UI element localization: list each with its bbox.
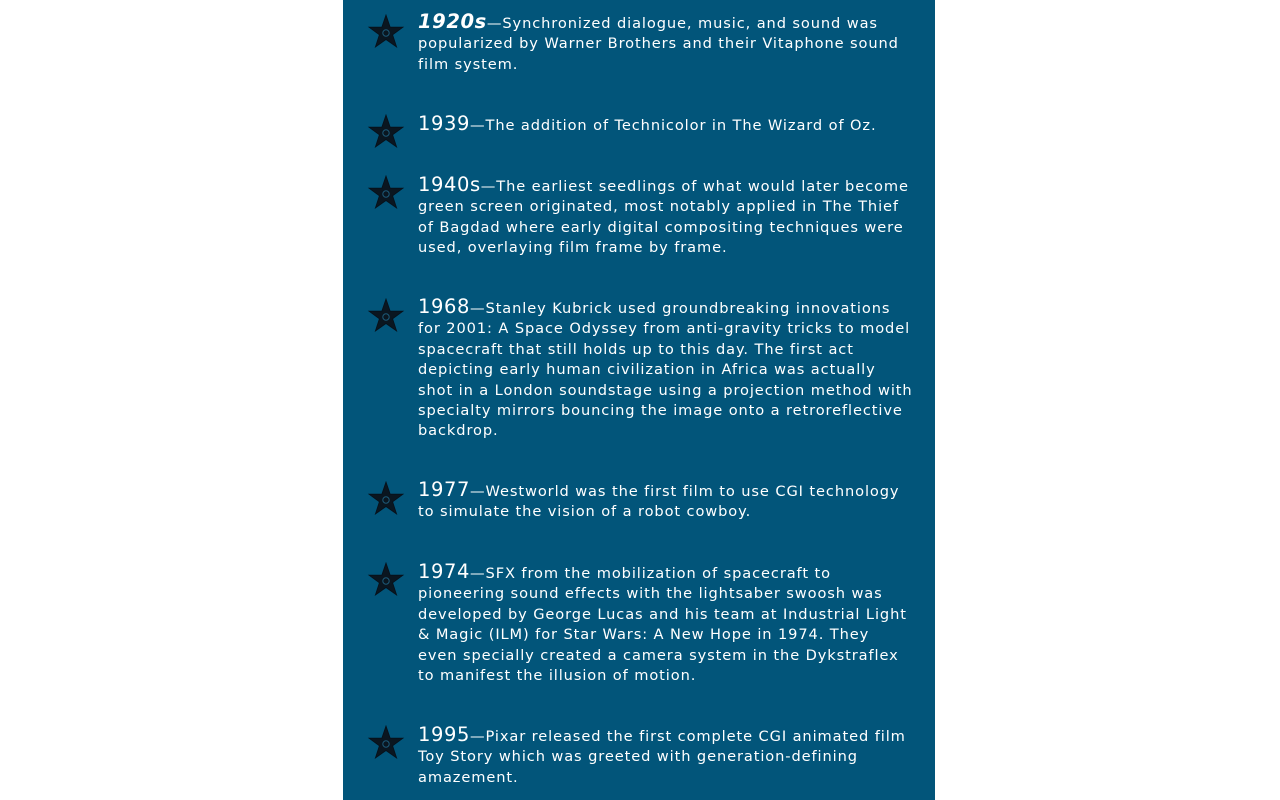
timeline-description: —Pixar released the first complete CGI animated film Toy Story which was greeted with generation-defining amazement. — [418, 728, 906, 786]
star-icon — [367, 175, 405, 213]
timeline-year: 1968 — [418, 295, 471, 318]
star-icon — [367, 114, 405, 152]
timeline-entry-text — [418, 12, 914, 75]
timeline-description: —Westworld was the first film to use CGI technology to simulate the vision of a robot cowboy. — [418, 483, 900, 521]
timeline-description: —Stanley Kubrick used groundbreaking innovations for 2001: A Space Odyssey from anti-gravity tricks to model spacecraft that still holds up to this day. The first act depicting early human civilization in Africa was actually shot in a London soundstage using a projection method with specialty mirrors bouncing the image onto a retroreflective backdrop. — [418, 300, 913, 440]
timeline-entry-text — [418, 175, 914, 259]
timeline-year: 1977 — [418, 478, 471, 501]
timeline-entry-text — [418, 562, 914, 686]
timeline-description: —Synchronized dialogue, music, and sound was popularized by Warner Brothers and their Vitaphone sound film system. — [418, 15, 899, 73]
timeline-year: 1940s — [418, 173, 481, 196]
timeline-description: —The addition of Technicolor in The Wizard of Oz. — [470, 117, 877, 134]
star-icon — [367, 562, 405, 600]
timeline-description: —The earliest seedlings of what would later become green screen originated, most notably applied in The Thief of Bagdad where early digital compositing techniques were used, overlaying film frame by frame. — [418, 178, 909, 257]
timeline-year: 1920s — [418, 10, 487, 33]
timeline-entry-text — [418, 480, 914, 523]
timeline-panel — [343, 0, 935, 800]
timeline-year: 1974 — [418, 560, 471, 583]
star-icon — [367, 481, 405, 519]
timeline-entry-text — [418, 297, 914, 442]
timeline-year: 1995 — [418, 723, 471, 746]
timeline-entry-text — [418, 114, 914, 136]
star-icon — [367, 725, 405, 763]
star-icon — [367, 298, 405, 336]
star-icon — [367, 14, 405, 52]
timeline-description: —SFX from the mobilization of spacecraft to pioneering sound effects with the lightsaber swoosh was developed by George Lucas and his team at Industrial Light & Magic (ILM) for Star Wars: A New Hope in 1974. They even specially created a camera system in the Dykstraflex to manifest the illusion of motion. — [418, 565, 907, 685]
timeline-entry-text — [418, 725, 914, 788]
timeline-year: 1939 — [418, 112, 471, 135]
